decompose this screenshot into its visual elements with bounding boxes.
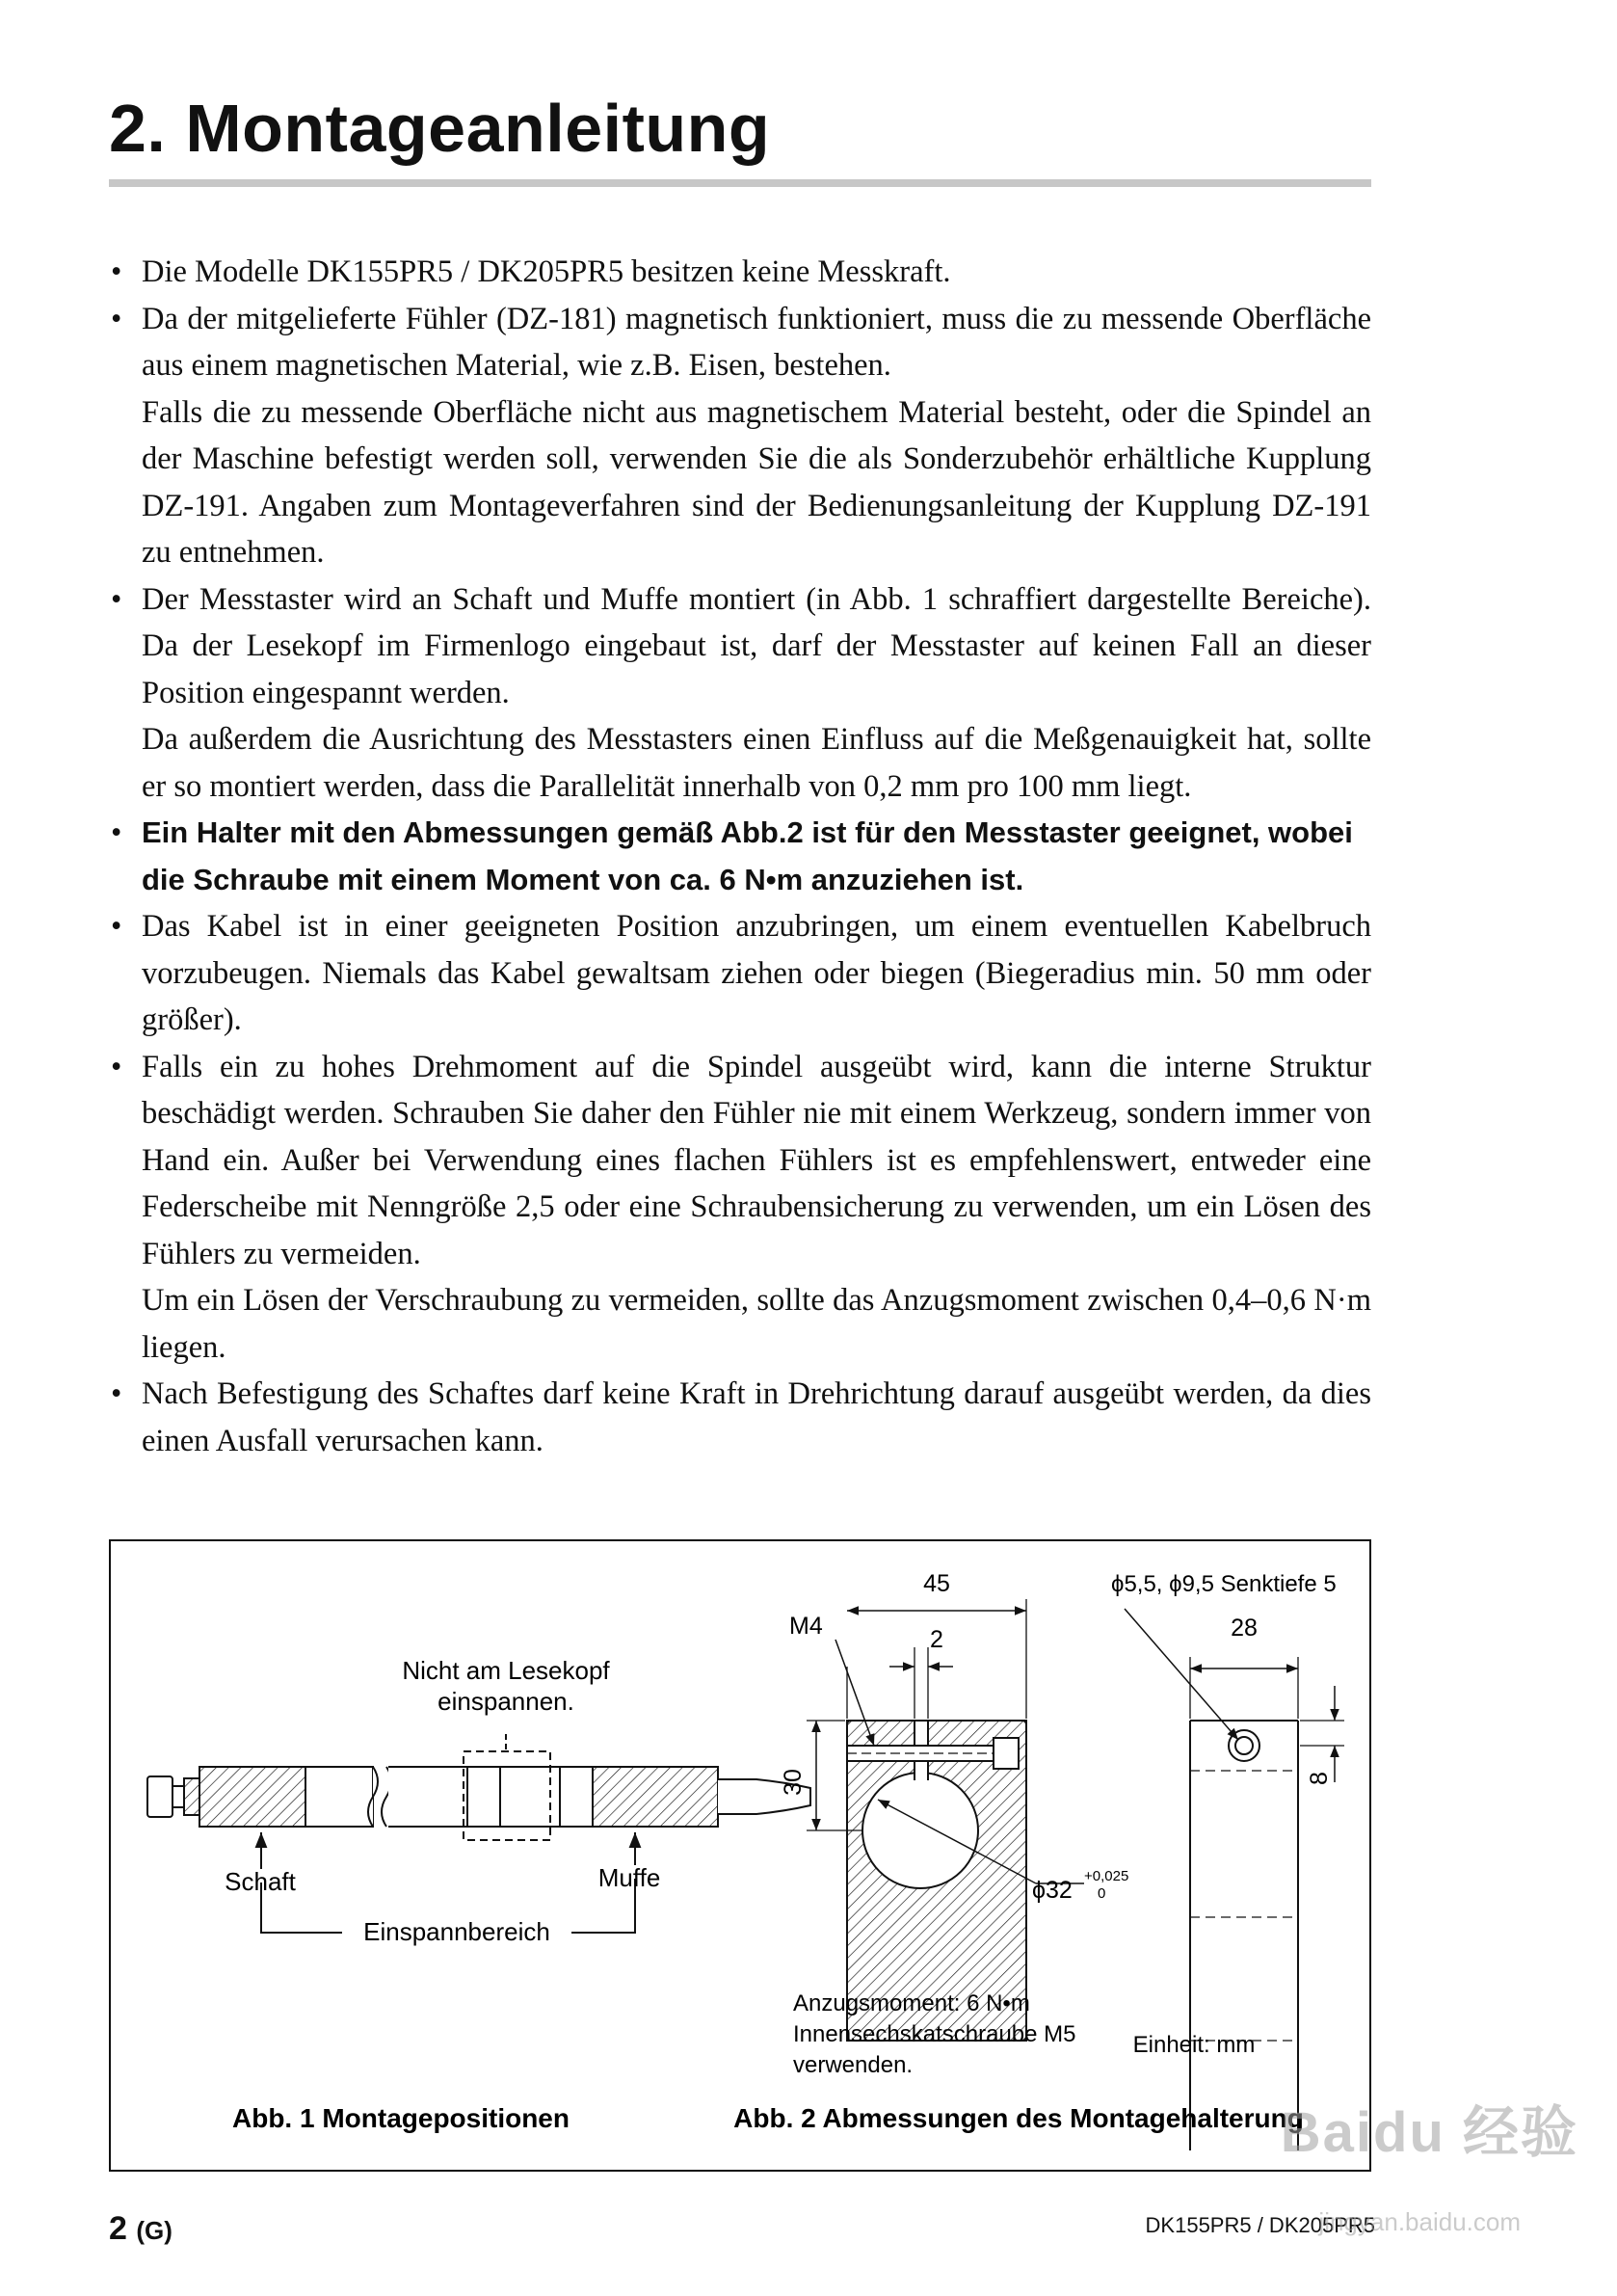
list-item (109, 1044, 1371, 1372)
unit-label: Einheit: mm (1132, 2032, 1256, 2058)
torque-note: Anzugsmoment: 6 N•m (793, 1990, 1030, 2016)
fig1-caption: Abb. 1 Montagepositionen (232, 2103, 570, 2133)
item-paragraph: Da der mitgelieferte Fühler (DZ-181) magnetisch funktioniert, muss die zu messende Oberfläche aus einem magnetischen Material, wie z.B. Eisen, bestehen. (142, 301, 1371, 383)
list-item (109, 296, 1371, 576)
dim-28: 28 (1231, 1615, 1258, 1642)
screw-note: Innensechskatschraube M5 (793, 2021, 1076, 2047)
list-item (109, 576, 1371, 811)
use-note: verwenden. (793, 2052, 914, 2078)
list-item (109, 903, 1371, 1044)
instruction-list (109, 249, 1371, 1464)
figure-box (109, 1539, 1371, 2172)
item-paragraph: Das Kabel ist in einer geeigneten Position anzubringen, um einem eventuellen Kabelbruch vorzubeugen. Niemals das Kabel gewaltsam ziehen oder biegen (Biegeradius min. 50 mm oder größer). (142, 909, 1371, 1037)
list-item (109, 249, 1371, 296)
phi32-label: ϕ32 (1032, 1877, 1073, 1904)
bullet-point: • (111, 301, 122, 336)
hole-spec: ϕ5,5, ϕ9,5 Senktiefe 5 (1111, 1571, 1337, 1597)
dim-30: 30 (780, 1769, 807, 1796)
tolerance-upper: +0,025 (1084, 1868, 1129, 1884)
watermark-url: jingyan.baidu.com (1318, 2207, 1521, 2236)
title-underline (109, 179, 1371, 187)
technical-drawing (111, 1541, 1373, 2174)
item-paragraph: Falls die zu messende Oberfläche nicht aus magnetischem Material besteht, oder die Spindel an der Maschine befestigt werden soll, verwenden Sie die als Sonderzubehör erhältliche Kupplung DZ-191. Angaben zum Montageverfahren sind der Bedienungsanleitung der Kupplung DZ-191 zu entnehmen. (142, 394, 1371, 570)
schaft-area (199, 1767, 305, 1827)
dim-8: 8 (1306, 1772, 1333, 1785)
holder-side-view (1125, 1609, 1344, 2150)
item-paragraph: Der Messtaster wird an Schaft und Muffe montiert (in Abb. 1 schraffiert dargestellte Bereiche). Da der Lesekopf im Firmenlogo eingebaut ist, darf der Messtaster auf keinen Fall an dieser Position eingespannt werden. (142, 581, 1371, 710)
lesekopf-note-2: einspannen. (437, 1687, 574, 1716)
bullet-point: • (111, 815, 122, 850)
bullet-point: • (111, 1049, 122, 1084)
dim-2: 2 (930, 1626, 943, 1653)
item-paragraph: Nach Befestigung des Schaftes darf keine Kraft in Drehrichtung darauf ausgeübt werden, da dies einen Ausfall verursachen kann. (142, 1376, 1371, 1458)
language-code: (G) (136, 2216, 172, 2245)
dim-45: 45 (923, 1570, 950, 1597)
list-item (109, 1371, 1371, 1464)
schaft-label: Schaft (225, 1867, 296, 1896)
m4-label: M4 (789, 1613, 823, 1640)
page-title: 2. Montageanleitung (109, 91, 771, 166)
einspannbereich-label: Einspannbereich (363, 1917, 550, 1946)
muffe-area (593, 1767, 718, 1827)
page-number-value: 2 (109, 2210, 127, 2247)
page-number (109, 2210, 172, 2248)
bullet-point: • (111, 909, 122, 944)
tolerance-lower: 0 (1098, 1885, 1106, 1902)
bullet-point: • (111, 254, 122, 289)
item-paragraph: Um ein Lösen der Verschraubung zu vermeiden, sollte das Anzugsmoment zwischen 0,4–0,6 N·m liegen. (142, 1283, 1371, 1365)
item-paragraph: Die Modelle DK155PR5 / DK205PR5 besitzen keine Messkraft. (142, 254, 951, 289)
bullet-point: • (111, 1376, 122, 1411)
item-paragraph: Da außerdem die Ausrichtung des Messtasters einen Einfluss auf die Meßgenauigkeit hat, sollte er so montiert werden, dass die Parallelität innerhalb von 0,2 mm pro 100 mm liegt. (142, 722, 1371, 804)
probe-drawing (147, 1734, 810, 1933)
bullet-point: • (111, 581, 122, 617)
item-paragraph: Ein Halter mit den Abmessungen gemäß Abb.2 ist für den Messtaster geeignet, wobei die Schraube mit einem Moment von ca. 6 N•m anzuziehen ist. (142, 815, 1353, 896)
list-item (109, 810, 1371, 903)
probe-tip (147, 1776, 172, 1817)
model-footer: DK155PR5 / DK205PR5 (1145, 2213, 1375, 2237)
muffe-label: Muffe (597, 1863, 661, 1892)
item-paragraph: Falls ein zu hohes Drehmoment auf die Spindel ausgeübt wird, kann die interne Struktur beschädigt werden. Schrauben Sie daher den Fühler nie mit einem Werkzeug, sondern immer von Hand ein. Außer bei Verwendung eines flachen Fühlers ist es empfehlenswert, entweder eine Federscheibe mit Nenngröße 2,5 oder eine Schraubensicherung zu verwenden, um ein Lösen des Fühlers zu vermeiden. (142, 1049, 1371, 1271)
fig2-caption: Abb. 2 Abmessungen des Montagehalterung (733, 2103, 1304, 2133)
watermark-logo: Baidu 经验 (1280, 2101, 1578, 2164)
lesekopf-note: Nicht am Lesekopf (402, 1656, 610, 1685)
